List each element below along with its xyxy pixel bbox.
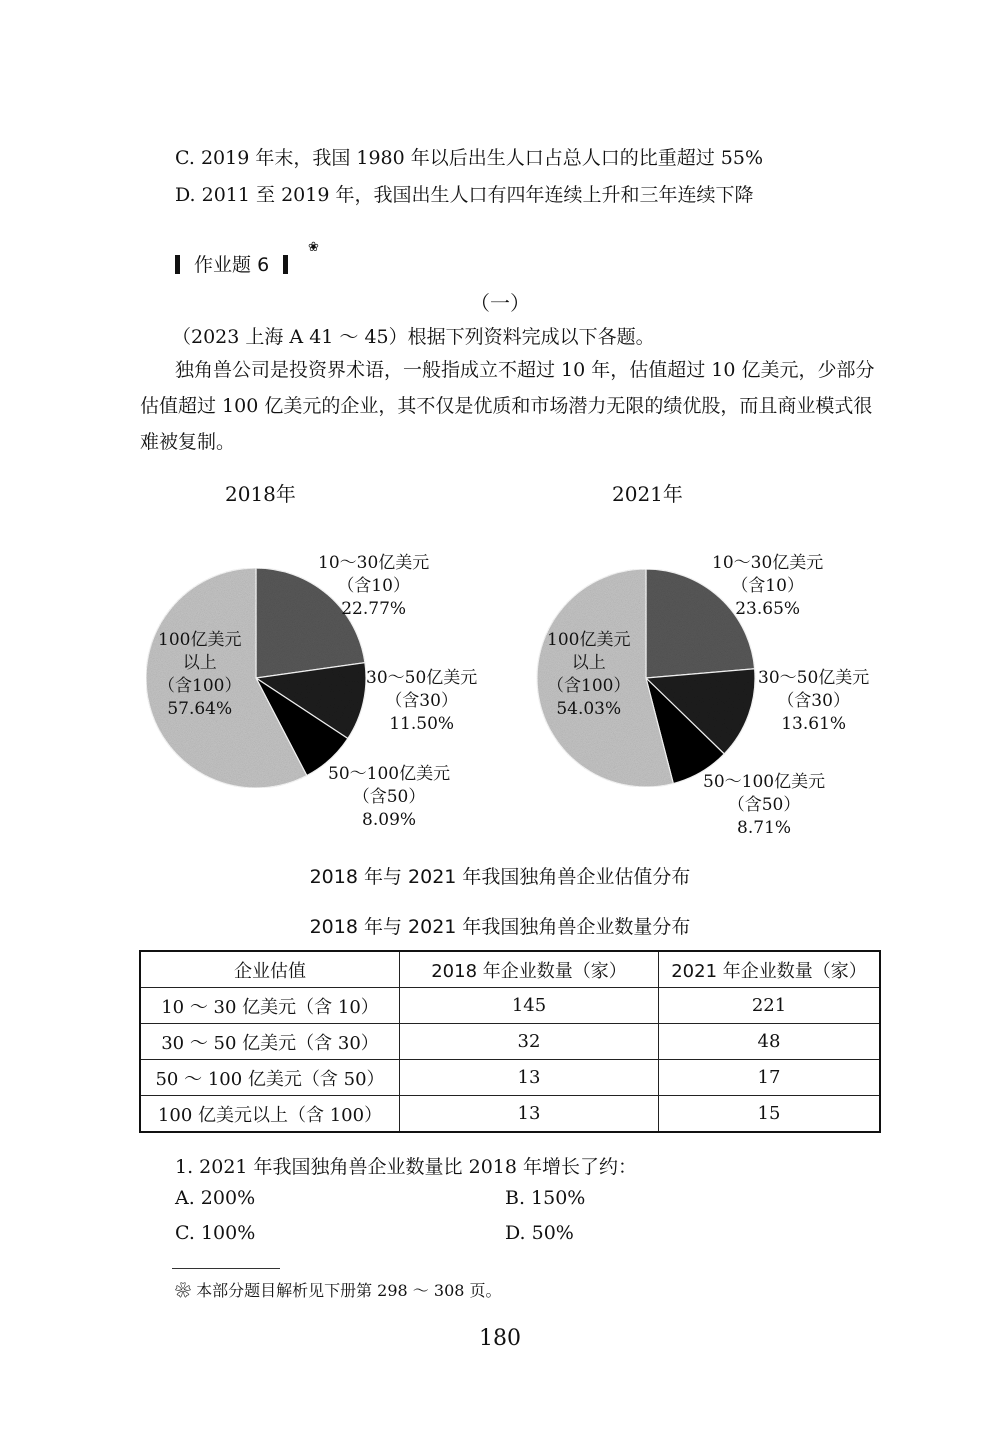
table-cell: 17 <box>659 1060 881 1096</box>
label-line: 100亿美元 <box>547 630 631 650</box>
data-label: 11.50% <box>389 714 455 734</box>
chart-title-2018: 2018年 <box>225 482 296 506</box>
pie2021-label-10-30 <box>712 552 823 621</box>
table-cell: 50 ～ 100 亿美元（含 50） <box>140 1060 400 1096</box>
table-cell: 10 ～ 30 亿美元（含 10） <box>140 988 400 1024</box>
table-row <box>140 1060 880 1096</box>
table-cell: 30 ～ 50 亿美元（含 30） <box>140 1024 400 1060</box>
source-line: （2023 上海 A 41 ～ 45）根据下列资料完成以下各题。 <box>172 326 655 348</box>
label-line: 10～30亿美元 <box>712 553 824 573</box>
table-row <box>140 1096 880 1133</box>
label-line: （含10） <box>731 576 804 596</box>
table-cell: 32 <box>400 1024 659 1060</box>
footnote-rule <box>172 1268 280 1269</box>
label-line: 100亿美元 <box>158 630 242 650</box>
table-cell: 221 <box>659 988 881 1024</box>
table-cell: 100 亿美元以上（含 100） <box>140 1096 400 1133</box>
label-line: （含100） <box>547 676 631 696</box>
label-line: （含50） <box>352 787 426 807</box>
table-row <box>140 1024 880 1060</box>
part-heading: （一） <box>470 291 530 315</box>
table-cell: 13 <box>400 1060 659 1096</box>
data-label: 57.64% <box>167 699 233 719</box>
label-line: （含100） <box>158 676 242 696</box>
option-d-previous: D. 2011 至 2019 年，我国出生人口有四年连续上升和三年连续下降 <box>175 184 754 206</box>
table-caption: 2018 年与 2021 年我国独角兽企业数量分布 <box>309 916 691 938</box>
option-a: A. 200% <box>175 1187 256 1209</box>
table-header-cell: 企业估值 <box>140 951 400 988</box>
table-cell: 15 <box>659 1096 881 1133</box>
label-line: 30～50亿美元 <box>758 668 870 688</box>
label-line: 以上 <box>571 653 606 673</box>
table-cell: 13 <box>400 1096 659 1133</box>
option-b: B. 150% <box>505 1187 586 1209</box>
heading-bar-right <box>283 255 288 274</box>
label-line: 10～30亿美元 <box>318 553 430 573</box>
pie2018-label-100plus <box>158 629 241 721</box>
table-cell: 145 <box>400 988 659 1024</box>
label-line: 30～50亿美元 <box>366 668 478 688</box>
data-label: 23.65% <box>735 599 801 619</box>
label-line: （含50） <box>727 795 801 815</box>
label-line: 50～100亿美元 <box>703 772 826 792</box>
data-label: 22.77% <box>341 599 407 619</box>
pie2021-label-50-100 <box>703 771 825 840</box>
label-line: （含10） <box>337 576 410 596</box>
question-stem: 1. 2021 年我国独角兽企业数量比 2018 年增长了约： <box>175 1156 637 1178</box>
label-line: 50～100亿美元 <box>328 764 451 784</box>
pie2018-label-50-100 <box>328 763 450 832</box>
pie2018-label-30-50 <box>366 667 477 736</box>
section-heading <box>175 250 288 277</box>
page-number: 180 <box>479 1326 521 1351</box>
pie2021-label-30-50 <box>758 667 869 736</box>
heading-bar-left <box>175 255 180 274</box>
table-header-cell: 2018 年企业数量（家） <box>400 951 659 988</box>
table-row <box>140 988 880 1024</box>
table-header-row <box>140 951 880 988</box>
data-label: 54.03% <box>556 699 622 719</box>
section-title: 作业题 6 <box>194 254 270 276</box>
table-header-cell: 2021 年企业数量（家） <box>659 951 881 988</box>
pie2021-label-100plus <box>547 629 630 721</box>
data-label: 8.09% <box>362 810 417 830</box>
chart-caption: 2018 年与 2021 年我国独角兽企业估值分布 <box>309 866 691 888</box>
label-line: （含30） <box>777 691 850 711</box>
data-label: 8.71% <box>737 818 792 838</box>
label-line: （含30） <box>385 691 458 711</box>
unicorn-count-table <box>139 950 881 1133</box>
data-label: 13.61% <box>781 714 847 734</box>
footnote-flower-icon: ❀ <box>308 240 319 255</box>
option-c-previous: C. 2019 年末，我国 1980 年以后出生人口占总人口的比重超过 55% <box>175 147 764 169</box>
footnote: ❀ 本部分题目解析见下册第 298 ～ 308 页。 <box>175 1281 502 1300</box>
option-c: C. 100% <box>175 1222 256 1244</box>
table-cell: 48 <box>659 1024 881 1060</box>
option-d: D. 50% <box>505 1222 574 1244</box>
intro-paragraph: 独角兽公司是投资界术语，一般指成立不超过 10 年，估值超过 10 亿美元，少部分估值超过 100 亿美元的企业，其不仅是优质和市场潜力无限的绩优股，而且商业模式很难被复制。 <box>140 359 875 453</box>
chart-title-2021: 2021年 <box>612 482 683 506</box>
pie2018-label-10-30 <box>318 552 429 621</box>
label-line: 以上 <box>182 653 217 673</box>
